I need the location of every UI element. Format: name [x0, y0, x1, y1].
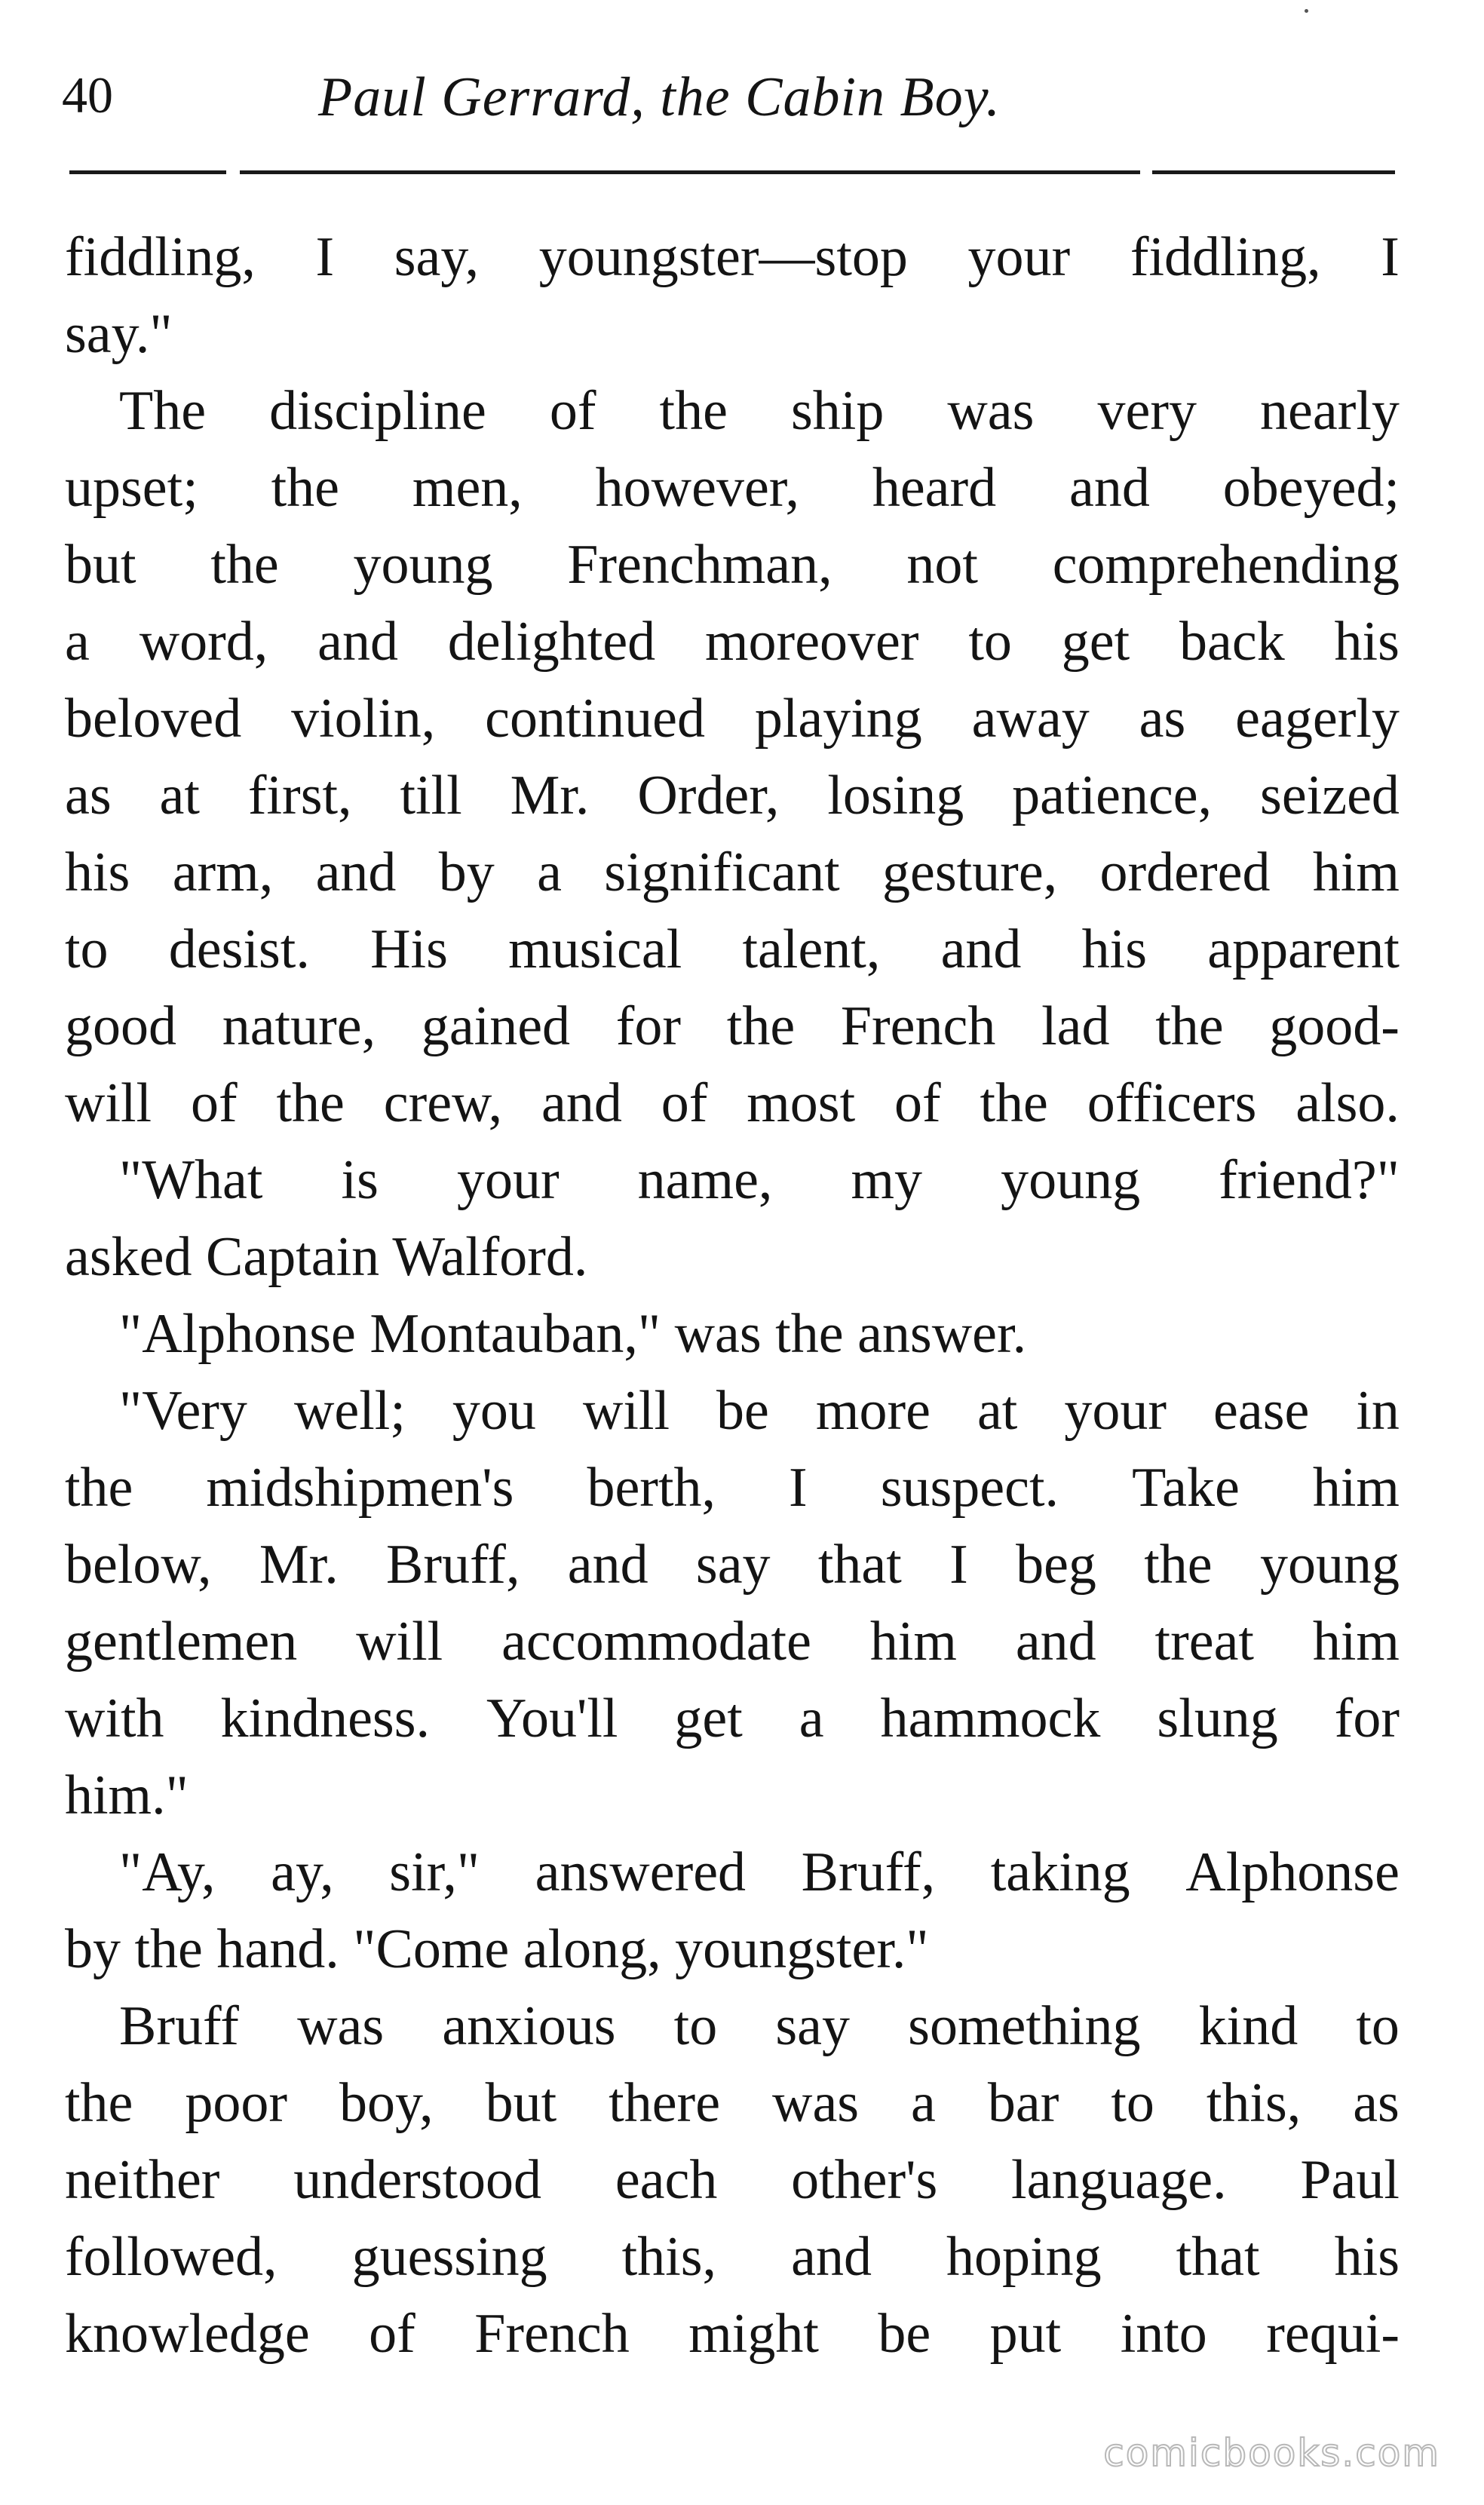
word: Order,: [637, 765, 780, 826]
rule-break: [1140, 167, 1152, 176]
word: was: [947, 380, 1035, 442]
word: delighted: [447, 611, 656, 673]
word: word,: [139, 611, 268, 673]
word: hoping: [946, 2226, 1102, 2288]
word: him: [1312, 842, 1400, 903]
word: nature,: [222, 995, 376, 1057]
word: but: [485, 2072, 557, 2134]
word: and: [567, 1534, 648, 1596]
word: of: [190, 1072, 238, 1134]
word: fiddling,: [1130, 226, 1321, 288]
word: is: [341, 1149, 379, 1211]
word: and: [791, 2226, 872, 2288]
word: young: [1001, 1149, 1141, 1211]
word: be: [716, 1380, 769, 1442]
word: a: [65, 611, 90, 673]
word: get: [674, 1688, 743, 1749]
text-line: say.": [65, 303, 173, 365]
word: of: [369, 2303, 415, 2365]
word: "Very: [119, 1380, 247, 1442]
header-rule: [69, 170, 1395, 174]
text-line: [65, 1065, 1400, 1142]
text-line: [65, 1988, 1400, 2065]
word: berth,: [587, 1457, 716, 1519]
word: treat: [1154, 1611, 1254, 1673]
word: young: [353, 534, 493, 596]
word: men,: [412, 457, 523, 519]
page-number: 40: [62, 66, 113, 124]
word: for: [1334, 1688, 1400, 1749]
word: His: [370, 918, 448, 980]
text-line: [65, 1372, 1400, 1449]
word: well;: [293, 1380, 406, 1442]
word: but: [65, 534, 136, 596]
text-line: [65, 834, 1400, 911]
word: continued: [485, 688, 705, 750]
text-line: [65, 2065, 1400, 2142]
word: language.: [1011, 2149, 1227, 2211]
word: the: [980, 1072, 1048, 1134]
word: him: [1312, 1457, 1400, 1519]
word: the: [1155, 995, 1224, 1057]
word: the: [65, 1457, 133, 1519]
word: playing: [754, 688, 922, 750]
word: gesture,: [882, 842, 1058, 903]
word: till: [400, 765, 462, 826]
word: boy,: [339, 2072, 434, 2134]
word: ease: [1213, 1380, 1310, 1442]
word: poor: [185, 2072, 288, 2134]
word: Paul: [1300, 2149, 1400, 2211]
body-text: [65, 219, 1400, 2372]
word: get: [1061, 611, 1130, 673]
word: very: [1097, 380, 1197, 442]
word: my: [851, 1149, 923, 1211]
text-line: [65, 2295, 1400, 2372]
word: gained: [421, 995, 571, 1057]
word: as: [1353, 2072, 1400, 2134]
word: your: [456, 1149, 560, 1211]
word: kind: [1198, 1995, 1298, 2057]
text-line: [65, 526, 1400, 603]
word: of: [661, 1072, 708, 1134]
word: discipline: [269, 380, 486, 442]
word: this,: [1206, 2072, 1302, 2134]
word: your: [967, 226, 1071, 288]
word: eagerly: [1235, 688, 1400, 750]
word: nearly: [1260, 380, 1400, 442]
word: back: [1179, 611, 1285, 673]
page-header: [62, 66, 1397, 160]
word: answered: [535, 1841, 747, 1903]
word: with: [65, 1688, 164, 1749]
text-line: [65, 1449, 1400, 1526]
word: in: [1356, 1380, 1400, 1442]
text-line: [65, 1142, 1400, 1219]
word: Alphonse: [1185, 1841, 1400, 1903]
word: to: [1111, 2072, 1154, 2134]
watermark: comicbooks.com: [1103, 2431, 1440, 2475]
word: and: [940, 918, 1022, 980]
word: suspect.: [880, 1457, 1059, 1519]
word: sir,": [389, 1841, 480, 1903]
text-line: [65, 603, 1400, 680]
word: that: [1176, 2226, 1260, 2288]
word: to: [1356, 1995, 1400, 2057]
word: the: [659, 380, 728, 442]
word: You'll: [486, 1688, 618, 1749]
running-title: Paul Gerrard, the Cabin Boy.: [318, 66, 1001, 128]
word: first,: [247, 765, 352, 826]
word: I: [315, 226, 335, 288]
word: this,: [621, 2226, 717, 2288]
word: young: [1259, 1534, 1400, 1596]
word: say: [695, 1534, 771, 1596]
word: beg: [1016, 1534, 1096, 1596]
word: arm,: [172, 842, 274, 903]
word: Bruff,: [801, 1841, 936, 1903]
word: a: [537, 842, 562, 903]
word: The: [119, 380, 207, 442]
word: something: [908, 1995, 1141, 2057]
word: put: [989, 2303, 1062, 2365]
text-line: [65, 2142, 1400, 2218]
text-line: [65, 911, 1400, 988]
word: fiddling,: [65, 226, 256, 288]
word: however,: [595, 457, 799, 519]
word: anxious: [442, 1995, 616, 2057]
word: Take: [1132, 1457, 1240, 1519]
text-line: [65, 988, 1400, 1065]
word: "Ay,: [119, 1841, 216, 1903]
word: that: [817, 1534, 902, 1596]
word: I: [789, 1457, 808, 1519]
word: gentlemen: [65, 1611, 298, 1673]
word: at: [977, 1380, 1018, 1442]
word: moreover: [705, 611, 919, 673]
text-line: "Alphonse Montauban," was the answer.: [119, 1303, 1027, 1365]
text-line: him.": [65, 1765, 189, 1826]
word: there: [609, 2072, 721, 2134]
word: the: [271, 457, 340, 519]
word: taking: [990, 1841, 1130, 1903]
word: obeyed;: [1222, 457, 1400, 519]
word: guessing: [351, 2226, 547, 2288]
word: will: [356, 1611, 443, 1673]
word: him: [869, 1611, 957, 1673]
word: losing: [827, 765, 964, 826]
word: midshipmen's: [206, 1457, 514, 1519]
word: most: [747, 1072, 856, 1134]
word: will: [65, 1072, 152, 1134]
word: talent,: [742, 918, 881, 980]
word: name,: [637, 1149, 773, 1211]
word: say,: [394, 226, 480, 288]
word: a: [911, 2072, 936, 2134]
text-line: [65, 1680, 1400, 1757]
word: heard: [872, 457, 997, 519]
word: seized: [1260, 765, 1400, 826]
word: and: [315, 842, 397, 903]
word: of: [549, 380, 596, 442]
word: bar: [987, 2072, 1059, 2134]
word: to: [673, 1995, 718, 2057]
word: the: [65, 2072, 133, 2134]
word: accommodate: [501, 1611, 811, 1673]
rule-break: [226, 167, 240, 176]
word: the: [276, 1072, 345, 1134]
text-line: [65, 373, 1400, 449]
word: upset;: [65, 457, 198, 519]
word: Bruff,: [386, 1534, 520, 1596]
word: apparent: [1207, 918, 1400, 980]
word: not: [906, 534, 978, 596]
word: officers: [1087, 1072, 1257, 1134]
word: to: [65, 918, 109, 980]
word: French: [840, 995, 996, 1057]
word: violin,: [291, 688, 436, 750]
word: friend?": [1219, 1149, 1400, 1211]
word: crew,: [383, 1072, 503, 1134]
text-line: [65, 1526, 1400, 1603]
word: requi-: [1266, 2303, 1400, 2365]
word: comprehending: [1052, 534, 1400, 596]
word: each: [615, 2149, 718, 2211]
word: his: [1081, 918, 1148, 980]
text-line: [65, 449, 1400, 526]
text-line: [65, 1834, 1400, 1911]
word: Mr.: [259, 1534, 339, 1596]
word: your: [1064, 1380, 1167, 1442]
text-line: asked Captain Walford.: [65, 1226, 588, 1288]
word: away: [971, 688, 1090, 750]
word: ay,: [271, 1841, 334, 1903]
text-line: [65, 680, 1400, 757]
text-line: by the hand. "Come along, youngster.": [65, 1918, 929, 1980]
word: patience,: [1012, 765, 1213, 826]
word: as: [1139, 688, 1186, 750]
word: was: [772, 2072, 860, 2134]
word: was: [297, 1995, 385, 2057]
text-line: [65, 219, 1400, 296]
word: will: [582, 1380, 670, 1442]
word: the: [1144, 1534, 1213, 1596]
word: ship: [790, 380, 885, 442]
word: beloved: [65, 688, 242, 750]
word: his: [65, 842, 130, 903]
word: musical: [508, 918, 682, 980]
word: of: [894, 1072, 941, 1134]
text-line: [65, 2218, 1400, 2295]
word: his: [1334, 611, 1400, 673]
word: youngster—stop: [538, 226, 908, 288]
page-speck: [1305, 9, 1308, 13]
word: good: [65, 995, 176, 1057]
word: knowledge: [65, 2303, 310, 2365]
word: and: [541, 1072, 622, 1134]
word: hammock: [880, 1688, 1101, 1749]
word: and: [1069, 457, 1150, 519]
word: significant: [604, 842, 840, 903]
word: Bruff: [119, 1995, 239, 2057]
word: neither: [65, 2149, 220, 2211]
word: other's: [791, 2149, 938, 2211]
word: below,: [65, 1534, 212, 1596]
word: a: [799, 1688, 824, 1749]
word: at: [159, 765, 200, 826]
word: for: [615, 995, 682, 1057]
word: good-: [1269, 995, 1400, 1057]
text-line: [65, 1603, 1400, 1680]
word: into: [1120, 2303, 1207, 2365]
word: by: [438, 842, 495, 903]
word: kindness.: [220, 1688, 431, 1749]
word: Mr.: [510, 765, 590, 826]
word: French: [474, 2303, 630, 2365]
word: "What: [119, 1149, 263, 1211]
word: you: [452, 1380, 536, 1442]
word: the: [726, 995, 796, 1057]
word: followed,: [65, 2226, 277, 2288]
word: his: [1334, 2226, 1400, 2288]
word: might: [688, 2303, 819, 2365]
word: as: [65, 765, 112, 826]
word: Frenchman,: [567, 534, 832, 596]
word: lad: [1041, 995, 1110, 1057]
word: the: [210, 534, 279, 596]
word: say: [775, 1995, 851, 2057]
word: more: [815, 1380, 931, 1442]
text-line: [65, 757, 1400, 834]
word: and: [317, 611, 398, 673]
word: understood: [293, 2149, 542, 2211]
word: ordered: [1099, 842, 1271, 903]
word: also.: [1295, 1072, 1400, 1134]
word: be: [878, 2303, 931, 2365]
word: slung: [1157, 1688, 1278, 1749]
word: him: [1312, 1611, 1400, 1673]
word: and: [1015, 1611, 1096, 1673]
word: desist.: [168, 918, 310, 980]
word: I: [949, 1534, 968, 1596]
word: to: [968, 611, 1012, 673]
word: I: [1381, 226, 1400, 288]
